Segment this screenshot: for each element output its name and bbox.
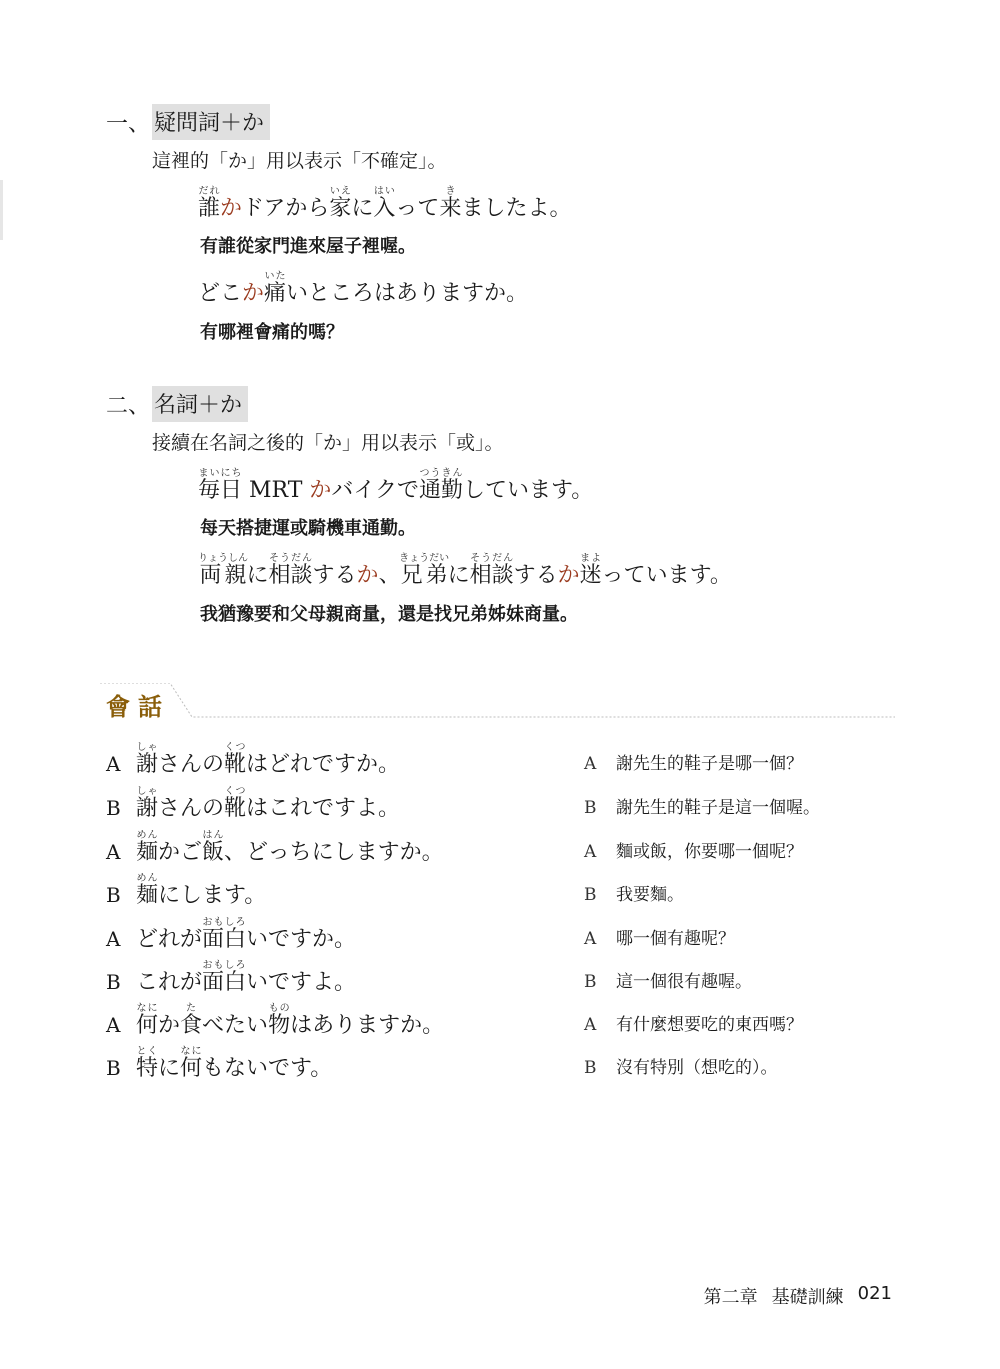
example-sentence-jp: 毎日まいにち MRT かバイクで通勤つうきんしています。 (198, 468, 594, 503)
page-footer (704, 1283, 892, 1309)
conversation-title: 會話 (106, 693, 170, 721)
speaker-label-zh: B (584, 885, 597, 905)
speaker-label: A (106, 752, 121, 776)
speaker-label: B (106, 796, 121, 820)
section-number: 一、 (106, 111, 151, 137)
section-label: 名詞＋か (152, 386, 248, 422)
section-heading-2 (106, 386, 248, 422)
chapter-title: 基礎訓練 (771, 1287, 844, 1308)
speaker-label-zh: A (584, 1015, 597, 1035)
dialogue-row (106, 915, 896, 955)
dialogue-zh: 哪一個有趣呢？ (616, 929, 735, 949)
speaker-label-zh: B (584, 972, 597, 992)
dialogue-zh: 沒有特別（想吃的）。 (616, 1058, 778, 1078)
dialogue-jp: 麺めんにします。 (136, 873, 267, 908)
speaker-label: A (106, 927, 121, 951)
speaker-label: B (106, 970, 121, 994)
speaker-label-zh: A (584, 842, 597, 862)
example-sentence-jp: どこか痛いたいところはありますか。 (198, 271, 529, 306)
conversation-heading (100, 683, 895, 723)
example-translation: 每天搭捷運或騎機車通勤。 (200, 518, 416, 539)
section-heading-1 (106, 104, 270, 140)
dialogue-row (106, 740, 896, 780)
heading-divider (100, 683, 895, 723)
dialogue-jp: 特とくに何なにもないです。 (136, 1046, 333, 1081)
dialogue-zh: 有什麼想要吃的東西嗎？ (616, 1015, 803, 1035)
speaker-label-zh: A (584, 929, 597, 949)
speaker-label: A (106, 840, 121, 864)
dialogue-row (106, 1001, 896, 1041)
speaker-label-zh: B (584, 798, 597, 818)
chapter-label: 第二章 (703, 1287, 758, 1308)
example-sentence-jp: 両親りょうしんに相談そうだんするか、兄弟きょうだいに相談そうだんするか迷まよっています。 (198, 553, 732, 588)
example-translation: 我猶豫要和父母親商量，還是找兄弟姊妹商量。 (200, 604, 578, 625)
speaker-label: B (106, 1056, 121, 1080)
dialogue-zh: 這一個很有趣喔。 (616, 972, 752, 992)
dialogue-zh: 麵或飯，你要哪一個呢？ (616, 842, 803, 862)
dialogue-row (106, 828, 896, 868)
page-edge-mark (0, 180, 3, 240)
section-number: 二、 (106, 393, 151, 419)
speaker-label: B (106, 883, 121, 907)
example-translation: 有哪裡會痛的嗎？ (200, 322, 344, 343)
speaker-label-zh: B (584, 1058, 597, 1078)
dialogue-row (106, 871, 896, 911)
section-explanation: 接續在名詞之後的「か」用以表示「或」。 (152, 432, 504, 454)
section-label: 疑問詞＋か (152, 104, 270, 140)
example-translation: 有誰從家門進來屋子裡喔。 (200, 236, 416, 257)
dialogue-jp: 麺めんかご飯はん、どっちにしますか。 (136, 830, 444, 865)
dialogue-row (106, 784, 896, 824)
dialogue-zh: 謝先生的鞋子是這一個喔。 (616, 798, 820, 818)
dialogue-jp: どれが面白おもしろいですか。 (136, 917, 357, 952)
page-number: 021 (857, 1283, 892, 1304)
dialogue-jp: 謝しゃさんの靴くつはこれですよ。 (136, 786, 401, 821)
example-sentence-jp: 誰だれかドアから家いえに入はいって来きましたよ。 (198, 186, 572, 221)
dialogue-jp: 何なにか食たべたい物ものはありますか。 (136, 1003, 445, 1038)
speaker-label-zh: A (584, 754, 597, 774)
dialogue-row (106, 958, 896, 998)
dialogue-jp: 謝しゃさんの靴くつはどれですか。 (136, 742, 401, 777)
dialogue-zh: 謝先生的鞋子是哪一個？ (616, 754, 803, 774)
dialogue-jp: これが面白おもしろいですよ。 (136, 960, 357, 995)
dialogue-row (106, 1044, 896, 1084)
dialogue-zh: 我要麵。 (616, 885, 684, 905)
speaker-label: A (106, 1013, 121, 1037)
section-explanation: 這裡的「か」用以表示「不確定」。 (152, 150, 447, 172)
